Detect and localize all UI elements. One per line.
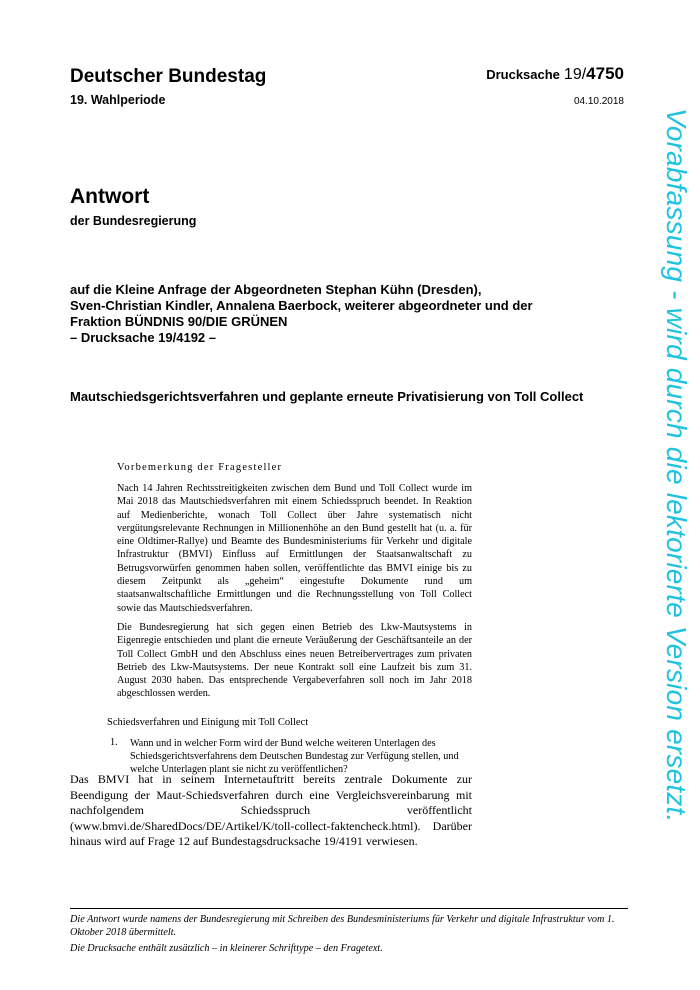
- drucksache-label: Drucksache: [486, 67, 560, 82]
- drucksache-number: [486, 64, 624, 84]
- inquiry-topic: Mautschiedsgerichtsverfahren und geplante erneute Privatisierung von Toll Collect: [70, 389, 584, 404]
- drucksache-prefix: 19/: [563, 66, 587, 83]
- inquiry-line: Sven-Christian Kindler, Annalena Baerbock, weiterer abgeordneter und der: [70, 298, 533, 313]
- footer-notes: [70, 913, 628, 958]
- footer-divider: [70, 908, 628, 909]
- drucksache-main-number: 4750: [586, 64, 624, 83]
- question-number: 1.: [110, 737, 118, 748]
- preliminary-paragraph: Nach 14 Jahren Rechtsstreitigkeiten zwischen dem Bund und Toll Collect wurde im Mai 2018 das Mautschiedsverfahren mit einem Schiedsspruch beendet. In Reaktion auf Medienberichte, wonach Toll Collect über Jahre systematisch nicht vergütungsrelevante Rechnungen in Millionenhöhe an den Bund gestellt hat (u. a. für eine Oldtimer-Rallye) und Beamte des Bundesministeriums für Verkehr und digitale Infrastruktur (BMVI) Einfluss auf Ermittlungen der Staatsanwaltschaft zu Betrugsvorwürfen genommen haben sollen, veröffentlichte das BMVI einige bis zu diesem Zeitpunkt als „geheim“ eingestufte Dokumente rund um staatsanwaltschaftliche Ermittlungen und die Rechnungsstellung von Toll Collect sowie das Mautschiedsverfahren.: [117, 483, 472, 614]
- document-subtitle: der Bundesregierung: [70, 214, 197, 228]
- institution-name: Deutscher Bundestag: [70, 66, 267, 87]
- question-text: Wann und in welcher Form wird der Bund welche weiteren Unterlagen des Schiedsgerichtsverfahrens dem Deutschen Bundestag zur Verfügung stellen, und welche Unterlagen plant sie nicht zu veröffentlichen?: [130, 738, 459, 775]
- section-heading: Schiedsverfahren und Einigung mit Toll Collect: [107, 717, 309, 728]
- footer-note: Die Antwort wurde namens der Bundesregierung mit Schreiben des Bundesministeriums für Verkehr und digitale Infrastruktur vom 1. Oktober 2018 übermittelt.: [70, 914, 615, 938]
- document-title: Antwort: [70, 185, 150, 208]
- inquiry-line: auf die Kleine Anfrage der Abgeordneten Stephan Kühn (Dresden),: [70, 282, 482, 297]
- draft-version-notice: Vorabfassung - wird durch die lektorierte Version ersetzt.: [661, 108, 692, 823]
- footer-note: Die Drucksache enthält zusätzlich – in kleinerer Schrifttype – den Fragetext.: [70, 943, 383, 954]
- answer-text: Das BMVI hat in seinem Internetauftritt bereits zentrale Dokumente zur Beendigung der Maut-Schiedsverfahren durch eine Vergleichsvereinbarung mit nachfolgendem Schiedsspruch veröffentlicht (www.bmvi.de/SharedDocs/DE/Artikel/K/toll-collect-faktencheck.html). Darüber hinaus wird auf Frage 12 auf Bundestagsdrucksache 19/4191 verwiesen.: [70, 772, 472, 848]
- inquiry-line: Fraktion BÜNDNIS 90/DIE GRÜNEN: [70, 314, 288, 329]
- inquiry-line: – Drucksache 19/4192 –: [70, 330, 216, 345]
- document-date: 04.10.2018: [573, 96, 624, 107]
- preliminary-remarks: [117, 482, 472, 707]
- inquiry-reference: [70, 282, 610, 346]
- legislative-period: 19. Wahlperiode: [70, 93, 166, 107]
- preliminary-paragraph: Die Bundesregierung hat sich gegen einen Betrieb des Lkw-Mautsystems in Eigenregie entschieden und plant die erneute Veräußerung der Geschäftsanteile an der Toll Collect GmbH und den Abschluss eines neuen Betreibervertrages zum privaten Betrieb des Lkw-Mautsystems. Der neue Kontrakt soll eine Laufzeit bis zum 31. August 2030 haben. Das entsprechende Vergabeverfahren soll noch im Jahr 2018 abgeschlossen werden.: [117, 621, 472, 700]
- preliminary-heading: Vorbemerkung der Fragesteller: [117, 462, 283, 473]
